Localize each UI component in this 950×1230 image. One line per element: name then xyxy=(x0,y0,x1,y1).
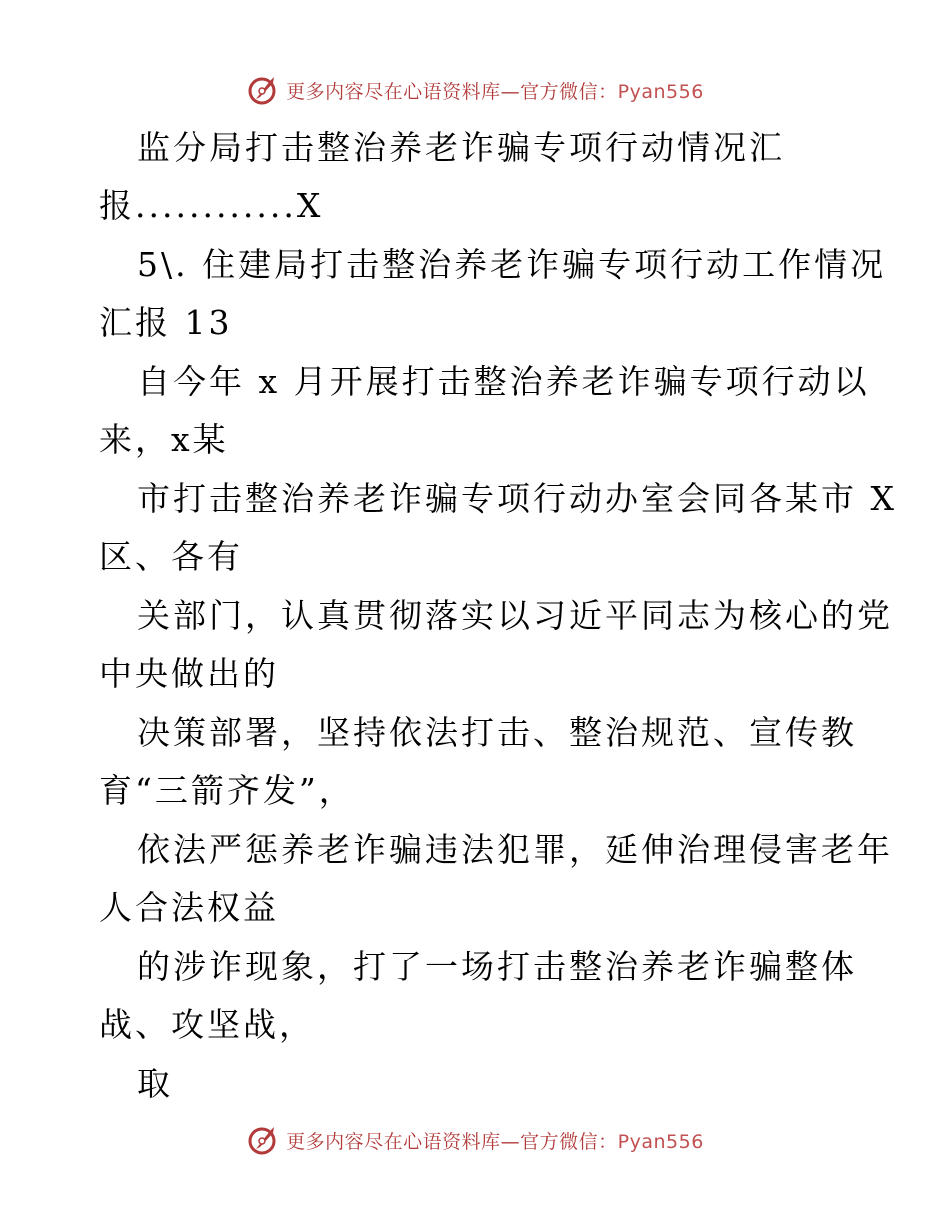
wechat-id: Pyan556 xyxy=(617,80,704,103)
text-line: 战、攻坚战， xyxy=(99,1005,315,1044)
text-line: 汇报 13 xyxy=(99,303,233,342)
text-line: 决策部署，坚持依法打击、整治规范、宣传教 xyxy=(137,713,857,752)
text-line: 人合法权益 xyxy=(99,888,279,927)
text-line: 来，x某 xyxy=(99,420,229,459)
text-line: 报............X xyxy=(99,186,324,225)
wechat-id: Pyan556 xyxy=(617,1130,704,1153)
footer-banner-text: 更多内容尽在心语资料库—官方微信：Pyan556 xyxy=(286,1130,704,1153)
text-line: 区、各有 xyxy=(99,537,243,576)
text-line: 监分局打击整治养老诈骗专项行动情况汇 xyxy=(137,128,785,167)
header-banner-text: 更多内容尽在心语资料库—官方微信：Pyan556 xyxy=(286,80,704,103)
footer-banner xyxy=(0,1120,950,1160)
text-line: 取 xyxy=(137,1064,173,1103)
feather-logo-icon xyxy=(246,73,280,107)
text-line: 市打击整治养老诈骗专项行动办室会同各某市 X xyxy=(137,479,897,518)
feather-logo-icon xyxy=(246,1123,280,1157)
text-line: 自今年 x 月开展打击整治养老诈骗专项行动以 xyxy=(137,362,870,401)
header-banner xyxy=(0,70,950,110)
text-line: 育“三箭齐发”， xyxy=(99,771,355,810)
text-line: 关部门，认真贯彻落实以习近平同志为核心的党 xyxy=(137,596,893,635)
text-line: 依法严惩养老诈骗违法犯罪，延伸治理侵害老年 xyxy=(137,830,893,869)
text-line: 中央做出的 xyxy=(99,654,279,693)
text-line: 的涉诈现象，打了一场打击整治养老诈骗整体 xyxy=(137,947,857,986)
text-line: 5\. 住建局打击整治养老诈骗专项行动工作情况 xyxy=(137,245,887,284)
